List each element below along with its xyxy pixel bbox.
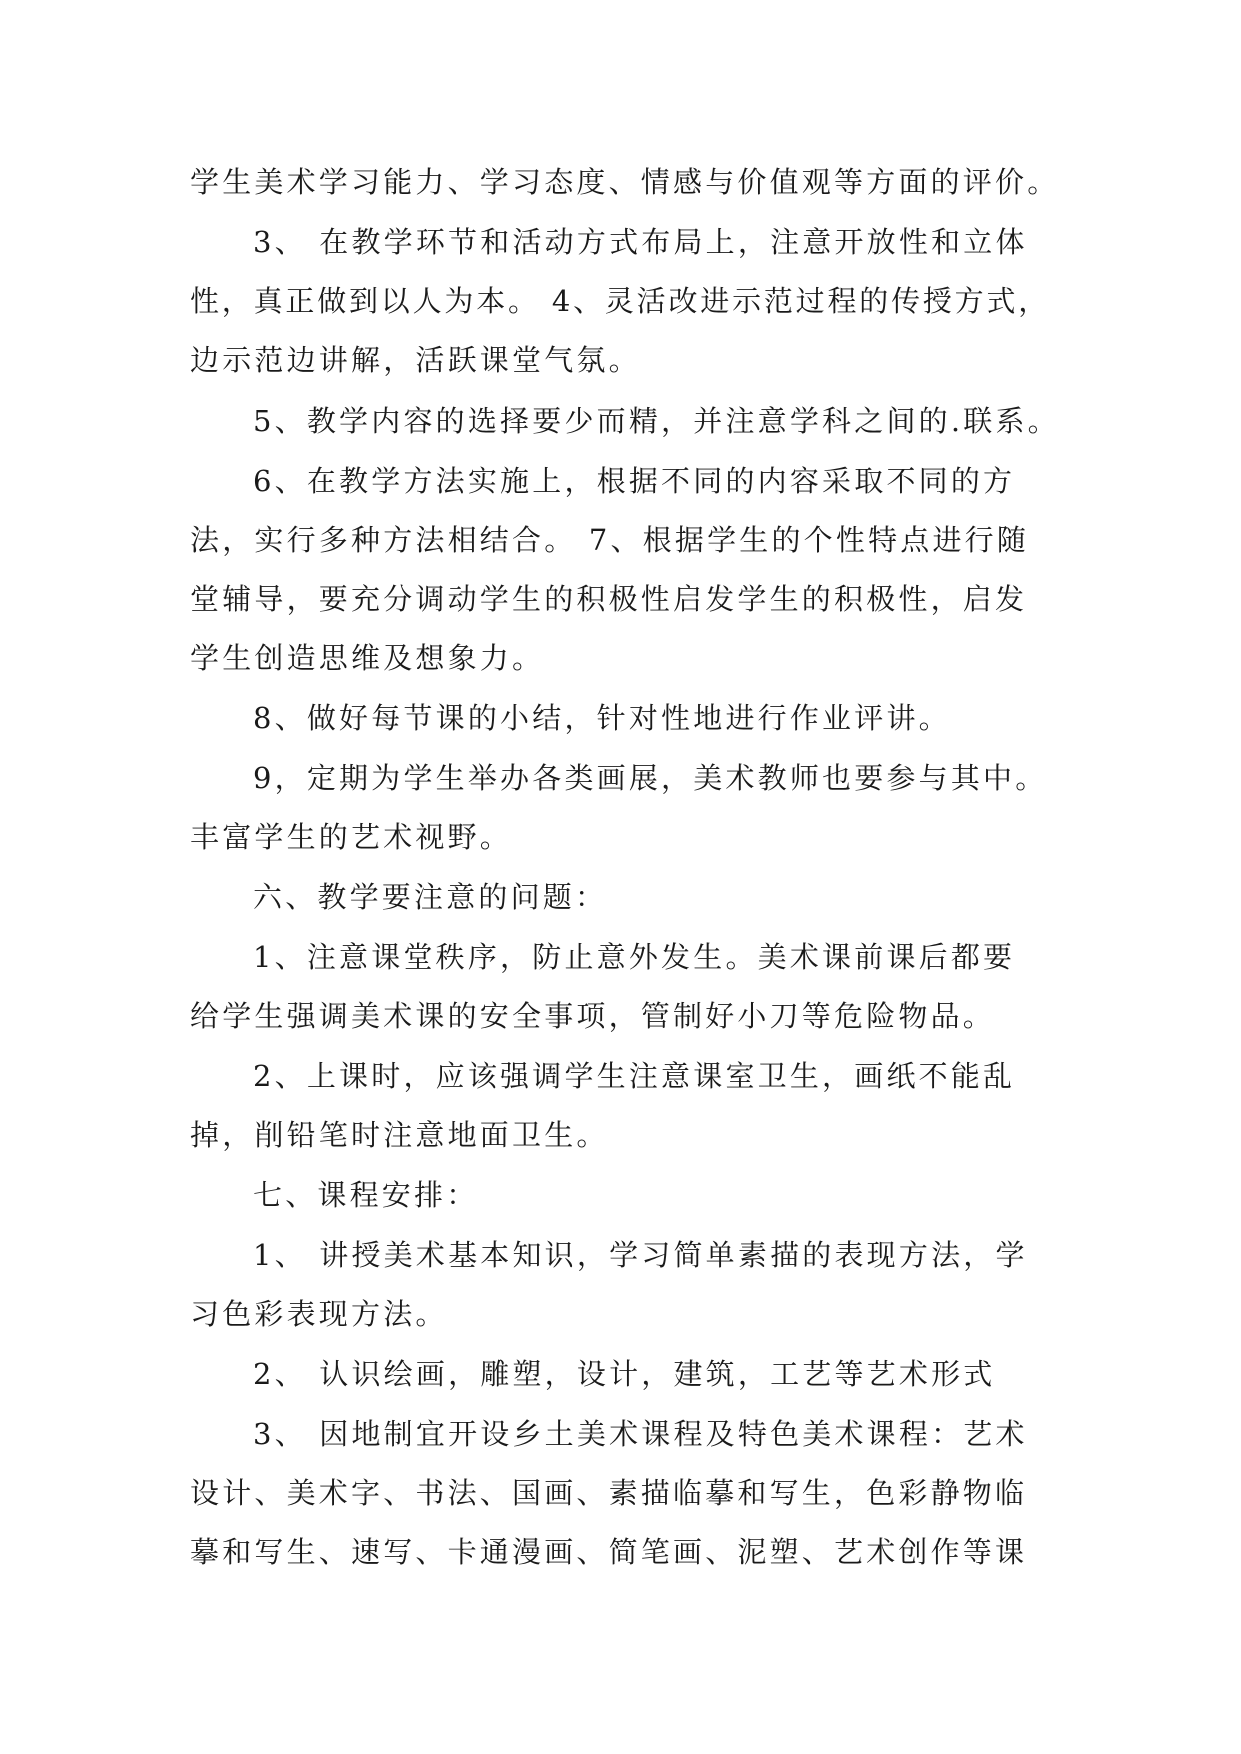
text-line: 习色彩表现方法。 bbox=[190, 1297, 448, 1331]
text-line: 5、教学内容的选择要少而精，并注意学科之间的.联系。 bbox=[253, 404, 1060, 438]
text-line: 给学生强调美术课的安全事项，管制好小刀等危险物品。 bbox=[190, 999, 996, 1033]
text-line: 3、 因地制宜开设乡土美术课程及特色美术课程：艺术 bbox=[253, 1417, 1028, 1451]
text-line: 6、在教学方法实施上，根据不同的内容采取不同的方 bbox=[253, 464, 1016, 498]
text-line: 8、做好每节课的小结，针对性地进行作业评讲。 bbox=[253, 701, 951, 735]
text-line: 9，定期为学生举办各类画展，美术教师也要参与其中。 bbox=[253, 761, 1048, 795]
text-line: 法，实行多种方法相结合。 7、根据学生的个性特点进行随 bbox=[190, 523, 1030, 557]
text-line: 堂辅导，要充分调动学生的积极性启发学生的积极性，启发 bbox=[190, 582, 1028, 616]
text-line: 边示范边讲解，活跃课堂气氛。 bbox=[190, 343, 641, 377]
text-line: 设计、美术字、书法、国画、素描临摹和写生，色彩静物临 bbox=[190, 1476, 1028, 1510]
text-line: 2、上课时，应该强调学生注意课室卫生，画纸不能乱 bbox=[253, 1059, 1016, 1093]
text-line: 学生美术学习能力、学习态度、情感与价值观等方面的评价。 bbox=[190, 165, 1060, 199]
text-line: 掉，削铅笔时注意地面卫生。 bbox=[190, 1118, 609, 1152]
text-line: 1、 讲授美术基本知识，学习简单素描的表现方法，学 bbox=[253, 1238, 1028, 1272]
text-line: 学生创造思维及想象力。 bbox=[190, 641, 545, 675]
section-heading: 七、课程安排： bbox=[253, 1178, 479, 1212]
text-line: 1、注意课堂秩序，防止意外发生。美术课前课后都要 bbox=[253, 940, 1016, 974]
text-line: 摹和写生、速写、卡通漫画、简笔画、泥塑、艺术创作等课 bbox=[190, 1535, 1028, 1569]
text-line: 3、 在教学环节和活动方式布局上，注意开放性和立体 bbox=[253, 225, 1028, 259]
text-line: 性，真正做到以人为本。 4、灵活改进示范过程的传授方式， bbox=[190, 284, 1051, 318]
section-heading: 六、教学要注意的问题： bbox=[253, 880, 608, 914]
text-line: 2、 认识绘画，雕塑，设计，建筑，工艺等艺术形式 bbox=[253, 1357, 996, 1391]
text-line: 丰富学生的艺术视野。 bbox=[190, 820, 513, 854]
